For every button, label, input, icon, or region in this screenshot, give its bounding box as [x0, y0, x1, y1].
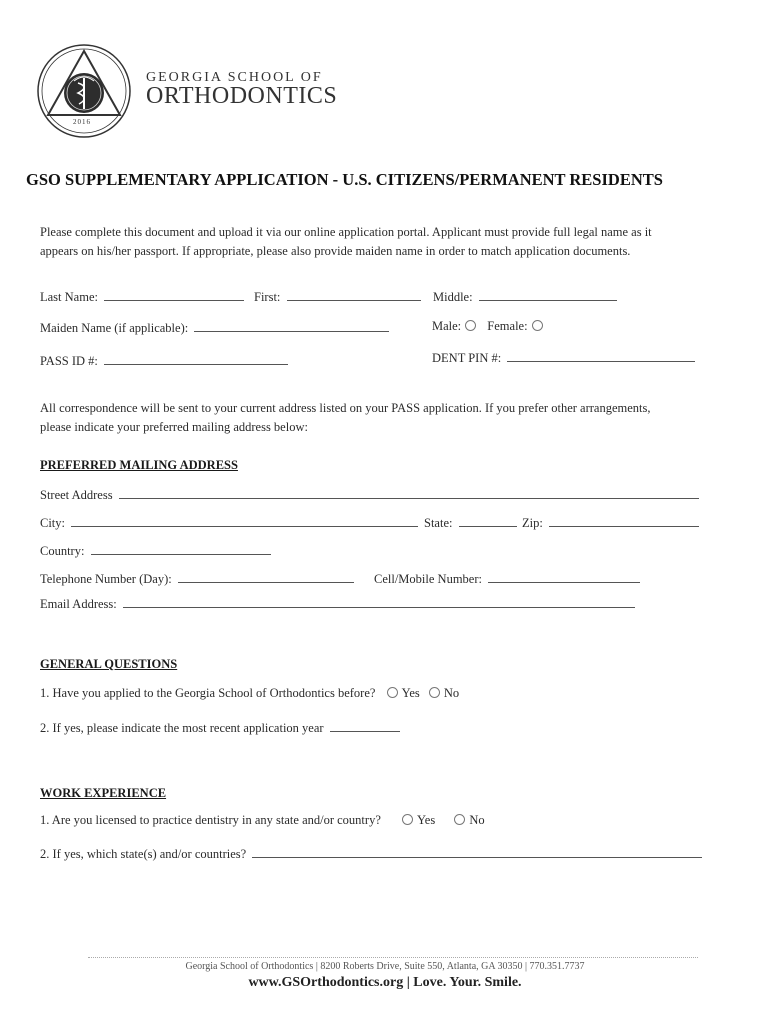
- state-row: [424, 514, 517, 531]
- page-title: GSO SUPPLEMENTARY APPLICATION - U.S. CITIZENS/PERMANENT RESIDENTS: [26, 170, 663, 189]
- general-q1-no-label: No: [443, 686, 460, 700]
- country-field[interactable]: [91, 542, 271, 555]
- zip-row: [522, 514, 699, 531]
- middle-name-label: Middle:: [433, 290, 473, 304]
- email-row: [40, 595, 635, 612]
- middle-name-row: [433, 288, 617, 305]
- first-name-label: First:: [254, 290, 281, 304]
- pass-id-field[interactable]: [104, 352, 288, 365]
- intro-line-2: appears on his/her passport. If appropriate, please also provide maiden name in order to match application documents.: [40, 244, 631, 258]
- work-q1-text: 1. Are you licensed to practice dentistry in any state and/or country?: [40, 813, 381, 827]
- work-q1-no-radio[interactable]: [454, 814, 465, 825]
- street-row: [40, 486, 699, 503]
- footer-address: Georgia School of Orthodontics | 8200 Roberts Drive, Suite 550, Atlanta, GA 30350 | 770.351.7737: [185, 961, 585, 972]
- maiden-name-row: [40, 319, 389, 336]
- work-q1-no-label: No: [469, 813, 485, 827]
- footer-website[interactable]: www.GSOrthodontics.org | Love. Your. Smile.: [248, 975, 522, 990]
- pass-id-row: [40, 352, 288, 369]
- work-q2-text: 2. If yes, which state(s) and/or countries?: [40, 847, 247, 861]
- phone-field[interactable]: [178, 570, 354, 583]
- logo-name-line2: ORTHODONTICS: [146, 83, 338, 109]
- dent-pin-label: DENT PIN #:: [432, 351, 502, 365]
- phone-label: Telephone Number (Day):: [40, 572, 172, 586]
- last-name-label: Last Name:: [40, 290, 98, 304]
- work-heading: WORK EXPERIENCE: [40, 786, 167, 800]
- correspondence-line-2: please indicate your preferred mailing address below:: [40, 420, 308, 434]
- city-field[interactable]: [71, 514, 418, 527]
- general-q1-no-radio[interactable]: [429, 687, 440, 698]
- work-q1-row: [40, 813, 485, 828]
- general-q1-yes-radio[interactable]: [387, 687, 398, 698]
- states-countries-field[interactable]: [252, 845, 702, 858]
- general-q1-row: [40, 686, 459, 701]
- seal-year: 2016: [73, 118, 91, 126]
- mailing-heading: PREFERRED MAILING ADDRESS: [40, 458, 238, 472]
- cell-field[interactable]: [488, 570, 640, 583]
- email-field[interactable]: [123, 595, 635, 608]
- application-year-field[interactable]: [330, 719, 400, 732]
- last-name-row: [40, 288, 244, 305]
- pass-id-label: PASS ID #:: [40, 354, 98, 368]
- dent-pin-field[interactable]: [507, 349, 695, 362]
- street-label: Street Address: [40, 488, 113, 502]
- email-label: Email Address:: [40, 597, 117, 611]
- male-label: Male:: [432, 319, 462, 333]
- footer-divider: [88, 957, 698, 958]
- correspondence-line-1: All correspondence will be sent to your current address listed on your PASS application. If you prefer other arrangements,: [40, 401, 651, 415]
- first-name-row: [254, 288, 421, 305]
- intro-line-1: Please complete this document and upload it via our online application portal. Applicant must provide full legal name as it: [40, 225, 652, 239]
- last-name-field[interactable]: [104, 288, 244, 301]
- logo-name-line1: GEORGIA SCHOOL OF: [146, 70, 323, 85]
- state-label: State:: [424, 516, 453, 530]
- city-row: [40, 514, 418, 531]
- zip-label: Zip:: [522, 516, 543, 530]
- general-q1-yes-label: Yes: [401, 686, 420, 700]
- work-q2-row: [40, 845, 702, 862]
- middle-name-field[interactable]: [479, 288, 617, 301]
- general-heading: GENERAL QUESTIONS: [40, 657, 178, 671]
- general-q2-text: 2. If yes, please indicate the most recent application year: [40, 721, 324, 735]
- state-field[interactable]: [459, 514, 517, 527]
- female-radio[interactable]: [532, 320, 543, 331]
- general-q1-text: 1. Have you applied to the Georgia School of Orthodontics before?: [40, 686, 376, 700]
- street-field[interactable]: [119, 486, 699, 499]
- gender-row: [432, 319, 547, 334]
- country-label: Country:: [40, 544, 85, 558]
- work-q1-yes-label: Yes: [417, 813, 436, 827]
- first-name-field[interactable]: [287, 288, 421, 301]
- male-radio[interactable]: [465, 320, 476, 331]
- work-q1-yes-radio[interactable]: [402, 814, 413, 825]
- dent-pin-row: [432, 349, 695, 366]
- general-q2-row: [40, 719, 400, 736]
- maiden-name-label: Maiden Name (if applicable):: [40, 321, 189, 335]
- female-label: Female:: [487, 319, 528, 333]
- phone-row: [40, 570, 354, 587]
- cell-label: Cell/Mobile Number:: [374, 572, 482, 586]
- maiden-name-field[interactable]: [194, 319, 389, 332]
- cell-row: [374, 570, 640, 587]
- country-row: [40, 542, 271, 559]
- city-label: City:: [40, 516, 66, 530]
- zip-field[interactable]: [549, 514, 699, 527]
